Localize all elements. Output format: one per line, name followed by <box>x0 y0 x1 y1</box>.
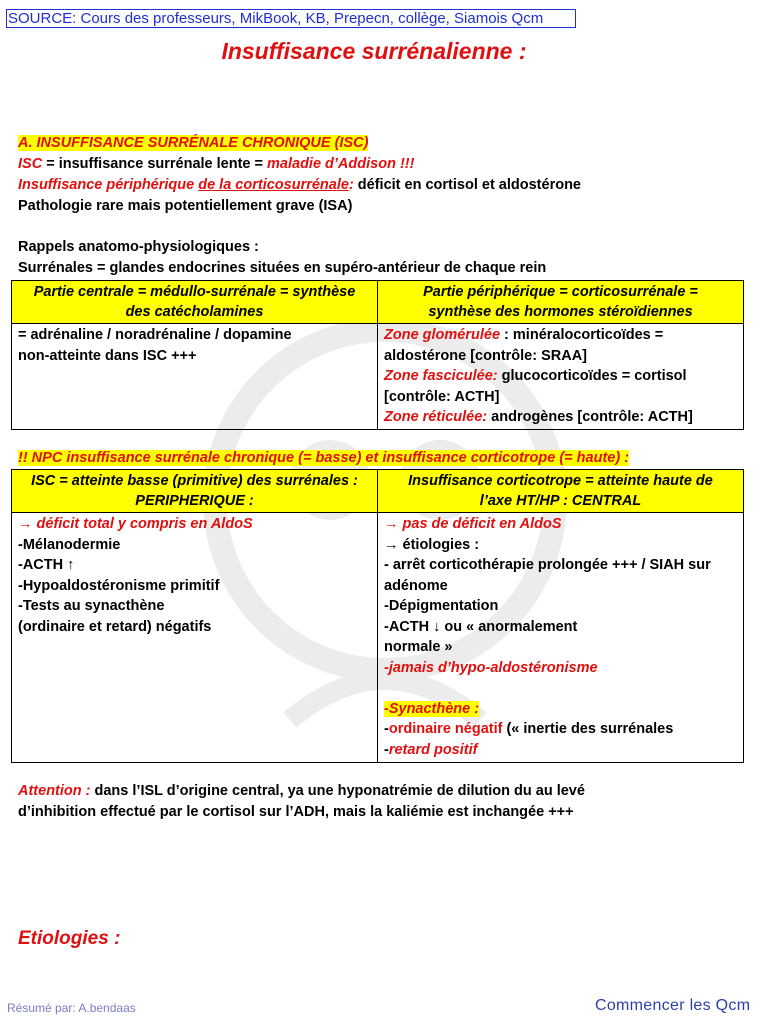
section-a-heading: A. INSUFFISANCE SURRÉNALE CHRONIQUE (ISC) <box>18 135 369 151</box>
npc-heading: !! NPC insuffisance surrénale chronique (= basse) et insuffisance corticotrope (= haute) : <box>18 450 630 466</box>
etiologies-heading: Etiologies : <box>18 928 121 949</box>
start-qcm-link[interactable]: Commencer les Qcm <box>595 997 751 1014</box>
comparison-table <box>11 469 744 763</box>
isc-definition-line: ISC = insuffisance surrénale lente = maladie d’Addison !!! <box>18 156 415 172</box>
attention-note: Attention : dans l’ISL d’origine central, ya une hyponatrémie de dilution du au levé <box>18 783 585 799</box>
adrenal-definition-line: Surrénales = glandes endocrines situées en supéro-antérieur de chaque rein <box>18 260 547 276</box>
anatomy-table <box>11 280 744 430</box>
table1-medulla-cell: = adrénaline / noradrénaline / dopamine non-atteinte dans ISC +++ <box>12 324 378 430</box>
peripheral-insufficiency-line: Insuffisance périphérique de la corticosurrénale: déficit en cortisol et aldostérone <box>18 177 581 193</box>
table1-header-right: Partie périphérique = corticosurrénale = synthèse des hormones stéroïdiennes <box>378 281 744 324</box>
anatomy-reminder-line: Rappels anatomo-physiologiques : <box>18 239 259 255</box>
table2-header-right: Insuffisance corticotrope = atteinte haute de l’axe HT/HP : CENTRAL <box>378 470 744 513</box>
page-title: Insuffisance surrénalienne : <box>221 38 527 64</box>
author-credit: Résumé par: A.bendaas <box>7 1001 136 1015</box>
table2-header-left: ISC = atteinte basse (primitive) des surrénales : PERIPHERIQUE : <box>12 470 378 513</box>
table2-peripheral-cell: → déficit total y compris en AldoS -Mélanodermie -ACTH ↑ -Hypoaldostéronisme primitif -Tests au synacthène (ordinaire et retard) négatifs <box>12 513 378 763</box>
table1-cortex-cell: Zone glomérulée : minéralocorticoïdes = aldostérone [contrôle: SRAA] Zone fasciculée: glucocorticoïdes = cortisol [contrôle: ACTH] Zone réticulée: androgènes [contrôle: ACTH] <box>378 324 744 430</box>
table1-header-left: Partie centrale = médullo-surrénale = synthèse des catécholamines <box>12 281 378 324</box>
source-citation-box[interactable]: SOURCE: Cours des professeurs, MikBook, KB, Prepecn, collège, Siamois Qcm <box>6 9 576 28</box>
table2-central-cell: → pas de déficit en AldoS → étiologies : - arrêt corticothérapie prolongée +++ / SIAH sur adénome -Dépigmentation -ACTH ↓ ou « anormalement normale » -jamais d’hypo-aldostéronisme -Synacthène : -ordinaire négatif (« inertie des surrénales -retard positif <box>378 513 744 763</box>
attention-note-continued: d’inhibition effectué par le cortisol sur l’ADH, mais la kaliémie est inchangée +++ <box>18 804 574 820</box>
rare-pathology-line: Pathologie rare mais potentiellement grave (ISA) <box>18 198 353 214</box>
